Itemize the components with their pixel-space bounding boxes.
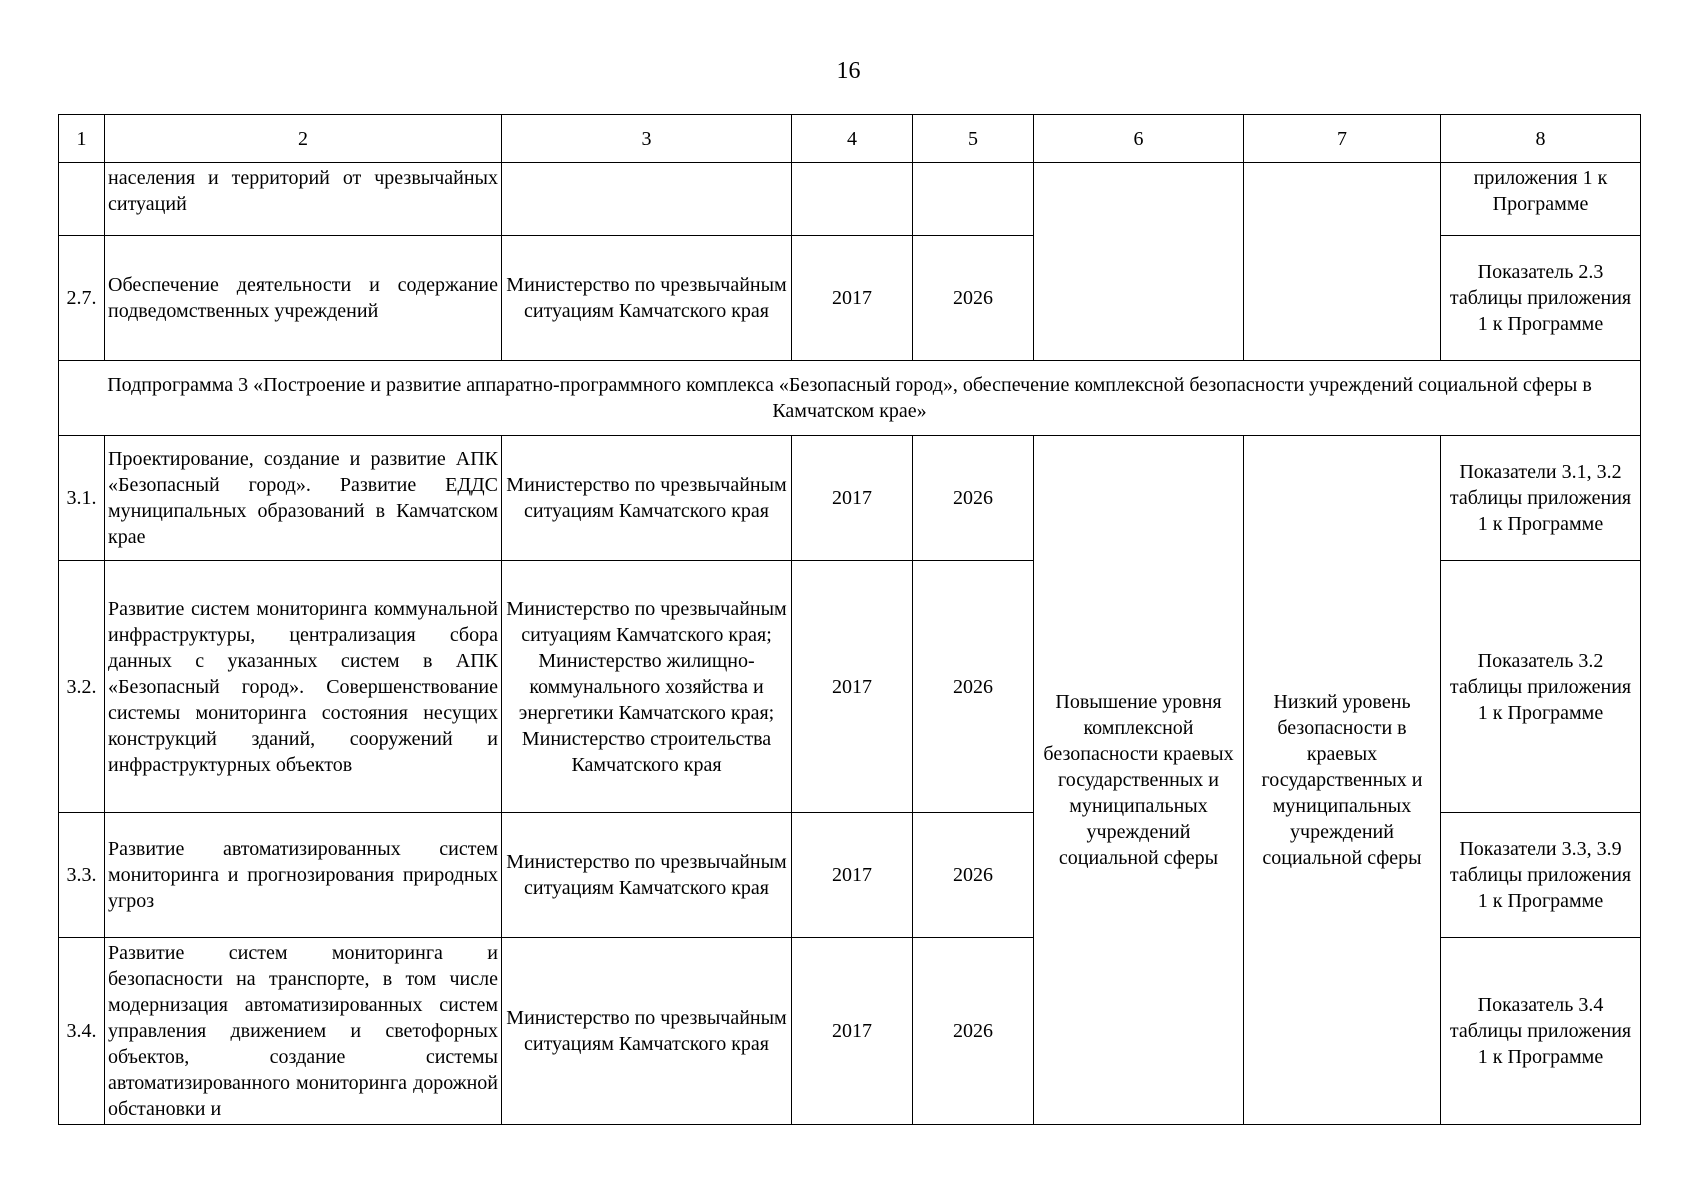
end-year-cell: 2026	[913, 236, 1034, 361]
header-cell-1: 1	[59, 115, 105, 163]
executor-cell: Министерство по чрезвычайным ситуациям Камчатского края	[502, 813, 792, 938]
end-year-cell	[913, 163, 1034, 236]
header-cell-5: 5	[913, 115, 1034, 163]
activity-cell: Проектирование, создание и развитие АПК «Безопасный город». Развитие ЕДДС муниципальных образований в Камчатском крае	[105, 436, 502, 561]
activity-cell: Развитие систем мониторинга и безопасности на транспорте, в том числе модернизация автоматизированных систем управления движением и светофорных объектов, создание системы автоматизированного мониторинга дорожной обстановки и	[105, 938, 502, 1125]
start-year-cell	[792, 163, 913, 236]
row-number	[59, 163, 105, 236]
row-number: 3.3.	[59, 813, 105, 938]
table-row-continued	[59, 163, 1641, 236]
start-year-cell: 2017	[792, 561, 913, 813]
start-year-cell: 2017	[792, 436, 913, 561]
header-cell-7: 7	[1244, 115, 1441, 163]
row-number: 3.4.	[59, 938, 105, 1125]
row-number: 2.7.	[59, 236, 105, 361]
activity-cell: Развитие автоматизированных систем мониторинга и прогнозирования природных угроз	[105, 813, 502, 938]
header-cell-4: 4	[792, 115, 913, 163]
result-cell: Повышение уровня комплексной безопасности краевых государственных и муниципальных учреждений социальной сферы	[1034, 436, 1244, 1125]
activity-cell: населения и территорий от чрезвычайных ситуаций	[105, 163, 502, 236]
row-number: 3.2.	[59, 561, 105, 813]
consequence-cell	[1244, 163, 1441, 361]
table-header-row	[59, 115, 1641, 163]
executor-cell: Министерство по чрезвычайным ситуациям Камчатского края	[502, 236, 792, 361]
end-year-cell: 2026	[913, 938, 1034, 1125]
result-cell	[1034, 163, 1244, 361]
consequence-cell: Низкий уровень безопасности в краевых государственных и муниципальных учреждений социальной сферы	[1244, 436, 1441, 1125]
indicator-cell: Показатель 3.2 таблицы приложения 1 к Программе	[1441, 561, 1641, 813]
indicator-cell: Показатель 2.3 таблицы приложения 1 к Программе	[1441, 236, 1641, 361]
page-number: 16	[836, 58, 861, 84]
header-cell-6: 6	[1034, 115, 1244, 163]
executor-cell	[502, 163, 792, 236]
subprogram-heading-row	[59, 361, 1641, 436]
end-year-cell: 2026	[913, 813, 1034, 938]
program-activities-table	[58, 114, 1641, 1125]
indicator-cell: Показатели 3.1, 3.2 таблицы приложения 1 к Программе	[1441, 436, 1641, 561]
indicator-cell: Показатель 3.4 таблицы приложения 1 к Программе	[1441, 938, 1641, 1125]
executor-cell: Министерство по чрезвычайным ситуациям Камчатского края; Министерство жилищно-коммунального хозяйства и энергетики Камчатского края; Министерство строительства Камчатского края	[502, 561, 792, 813]
header-cell-3: 3	[502, 115, 792, 163]
indicator-cell: приложения 1 к Программе	[1441, 163, 1641, 236]
end-year-cell: 2026	[913, 436, 1034, 561]
start-year-cell: 2017	[792, 938, 913, 1125]
executor-cell: Министерство по чрезвычайным ситуациям Камчатского края	[502, 938, 792, 1125]
start-year-cell: 2017	[792, 813, 913, 938]
subprogram-title: Подпрограмма 3 «Построение и развитие аппаратно-программного комплекса «Безопасный город», обеспечение комплексной безопасности учреждений социальной сферы в Камчатском крае»	[59, 361, 1641, 436]
executor-cell: Министерство по чрезвычайным ситуациям Камчатского края	[502, 436, 792, 561]
activity-cell: Обеспечение деятельности и содержание подведомственных учреждений	[105, 236, 502, 361]
header-cell-2: 2	[105, 115, 502, 163]
indicator-cell: Показатели 3.3, 3.9 таблицы приложения 1 к Программе	[1441, 813, 1641, 938]
row-number: 3.1.	[59, 436, 105, 561]
activity-cell: Развитие систем мониторинга коммунальной инфраструктуры, централизация сбора данных с указанных систем в АПК «Безопасный город». Совершенствование системы мониторинга состояния несущих конструкций зданий, сооружений и инфраструктурных объектов	[105, 561, 502, 813]
end-year-cell: 2026	[913, 561, 1034, 813]
header-cell-8: 8	[1441, 115, 1641, 163]
start-year-cell: 2017	[792, 236, 913, 361]
table-row	[59, 436, 1641, 561]
